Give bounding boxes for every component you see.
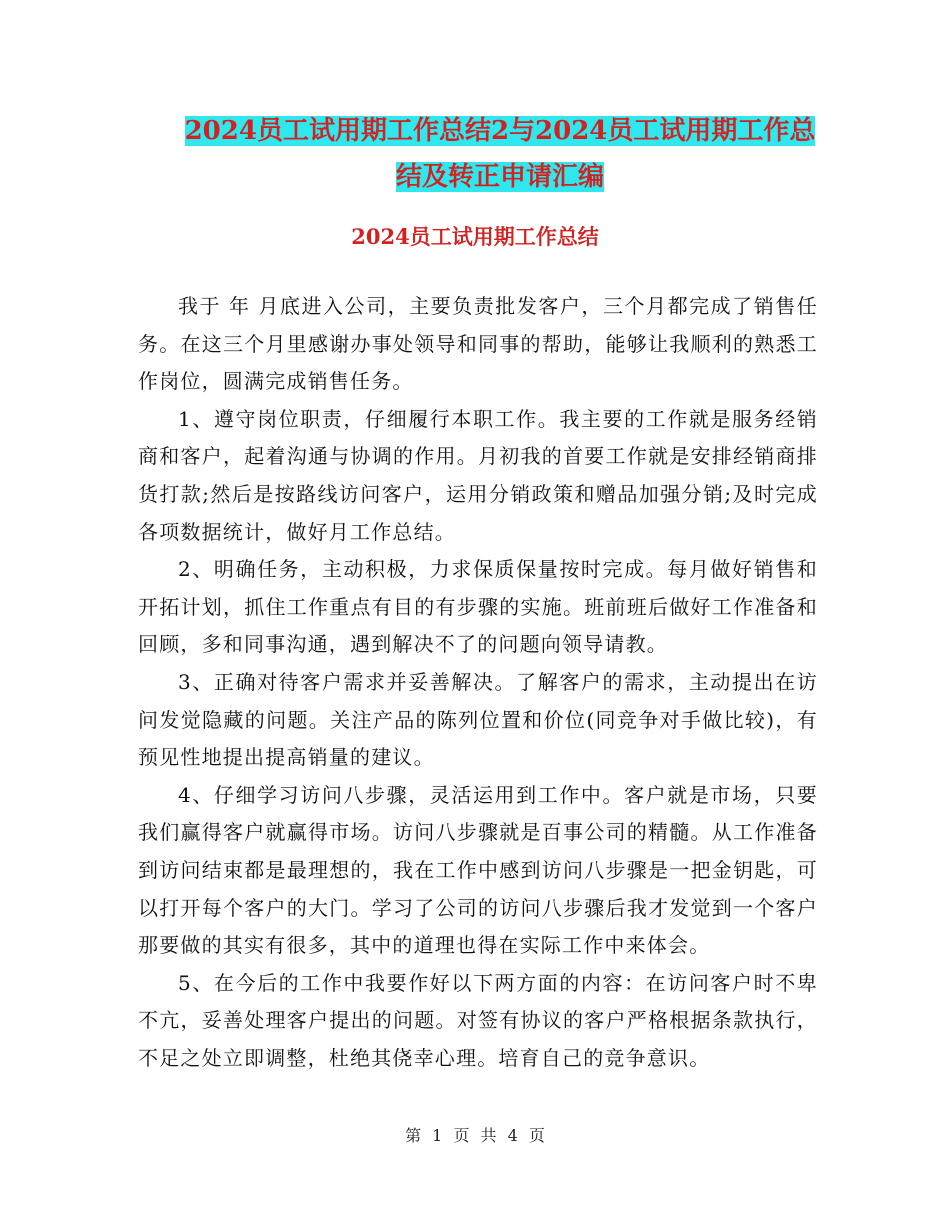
- body-paragraph-intro: 我于 年 月底进入公司，主要负责批发客户，三个月都完成了销售任务。在这三个月里感谢办事处领导和同事的帮助，能够让我顺利的熟悉工作岗位，圆满完成销售任务。: [138, 294, 818, 394]
- body-paragraph-2: 2、明确任务，主动积极，力求保质保量按时完成。每月做好销售和开拓计划，抓住工作重点有目的有步骤的实施。班前班后做好工作准备和回顾，多和同事沟通，遇到解决不了的问题向领导请教。: [138, 557, 818, 657]
- section-heading: 2024员工试用期工作总结: [351, 224, 599, 249]
- title-highlight-2: 结及转正申请汇编: [395, 162, 604, 192]
- body-paragraph-5: 5、在今后的工作中我要作好以下两方面的内容：在访问客户时不卑不亢，妥善处理客户提出的问题。对签有协议的客户严格根据条款执行，不足之处立即调整，杜绝其侥幸心理。培育自己的竞争意识。: [138, 970, 818, 1070]
- body-paragraph-4: 4、仔细学习访问八步骤，灵活运用到工作中。客户就是市场，只要我们赢得客户就赢得市场。访问八步骤就是百事公司的精髓。从工作准备到访问结束都是最理想的，我在工作中感到访问八步骤是一把金钥匙，可以打开每个客户的大门。学习了公司的访问八步骤后我才发觉到一个客户那要做的其实有很多，其中的道理也得在实际工作中来体会。: [138, 782, 818, 958]
- document-body: [138, 288, 818, 1077]
- title-highlight-1: 2024员工试用期工作总结2与2024员工试用期工作总: [184, 116, 816, 146]
- body-paragraph-1: 1、遵守岗位职责，仔细履行本职工作。我主要的工作就是服务经销商和客户，起着沟通与协调的作用。月初我的首要工作就是安排经销商排货打款;然后是按路线访问客户，运用分销政策和赠品加强分销;及时完成各项数据统计，做好月工作总结。: [138, 406, 818, 544]
- page-footer: 第 1 页 共 4 页: [405, 1126, 545, 1145]
- document-title-line-1: [140, 108, 860, 154]
- body-paragraph-3: 3、正确对待客户需求并妥善解决。了解客户的需求，主动提出在访问发觉隐藏的问题。关注产品的陈列位置和价位(同竞争对手做比较)，有预见性地提出提高销量的建议。: [138, 669, 818, 770]
- document-title-line-2: [140, 154, 860, 200]
